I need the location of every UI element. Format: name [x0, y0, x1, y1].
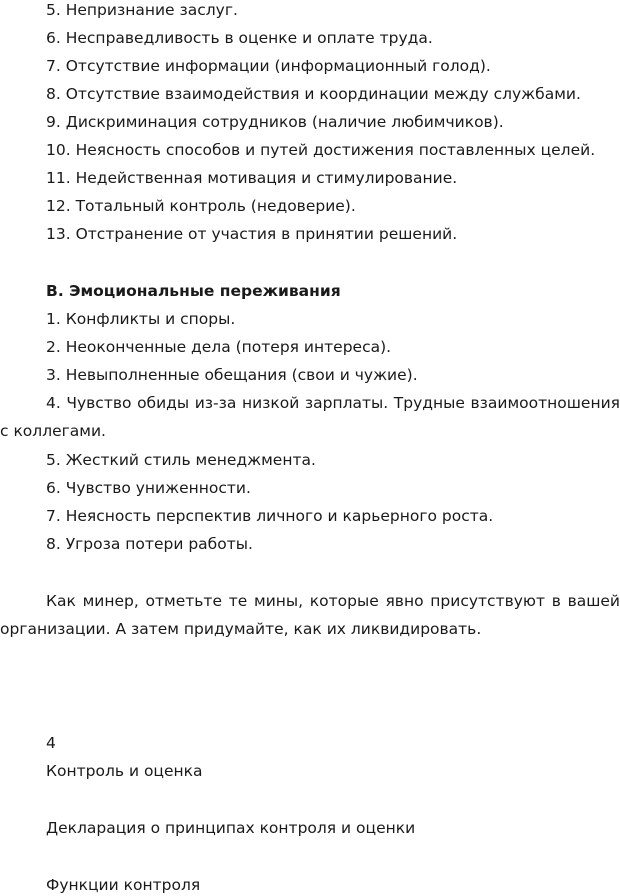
- chapter-number: 4: [46, 734, 56, 752]
- list-item-a-10: 10. Неясность способов и путей достижения поставленных целей.: [46, 141, 596, 159]
- list-item-a-9: 9. Дискриминация сотрудников (наличие любимчиков).: [46, 113, 504, 131]
- section-subtitle-functions: Функции контроля: [46, 876, 201, 894]
- list-item-a-8: 8. Отсутствие взаимодействия и координации между службами.: [46, 85, 581, 103]
- list-item-b-4-continuation: с коллегами.: [0, 422, 106, 440]
- list-item-b-1: 1. Конфликты и споры.: [46, 310, 236, 328]
- list-item-a-6: 6. Несправедливость в оценке и оплате труда.: [46, 29, 433, 47]
- chapter-title: Контроль и оценка: [46, 762, 203, 780]
- list-item-b-3: 3. Невыполненные обещания (свои и чужие).: [46, 366, 418, 384]
- list-item-a-13: 13. Отстранение от участия в принятии решений.: [46, 225, 458, 243]
- list-item-b-7: 7. Неясность перспектив личного и карьерного роста.: [46, 507, 494, 525]
- list-item-b-5: 5. Жесткий стиль менеджмента.: [46, 451, 316, 469]
- section-b-heading: В. Эмоциональные переживания: [46, 282, 341, 300]
- list-item-a-7: 7. Отсутствие информации (информационный голод).: [46, 57, 491, 75]
- list-item-b-8: 8. Угроза потери работы.: [46, 535, 253, 553]
- closing-paragraph-first-line: Как минер, отметьте те мины, которые явно присутствуют в вашей: [46, 592, 620, 610]
- section-subtitle-declaration: Декларация о принципах контроля и оценки: [46, 819, 416, 837]
- list-item-a-5: 5. Непризнание заслуг.: [46, 1, 238, 19]
- list-item-a-12: 12. Тотальный контроль (недоверие).: [46, 197, 356, 215]
- list-item-b-2: 2. Неоконченные дела (потеря интереса).: [46, 338, 392, 356]
- closing-paragraph-continuation: организации. А затем придумайте, как их ликвидировать.: [0, 620, 482, 638]
- list-item-b-4-first-line: 4. Чувство обиды из-за низкой зарплаты. Трудные взаимоотношения: [46, 394, 620, 412]
- list-item-a-11: 11. Недейственная мотивация и стимулирование.: [46, 169, 458, 187]
- list-item-b-6: 6. Чувство униженности.: [46, 479, 251, 497]
